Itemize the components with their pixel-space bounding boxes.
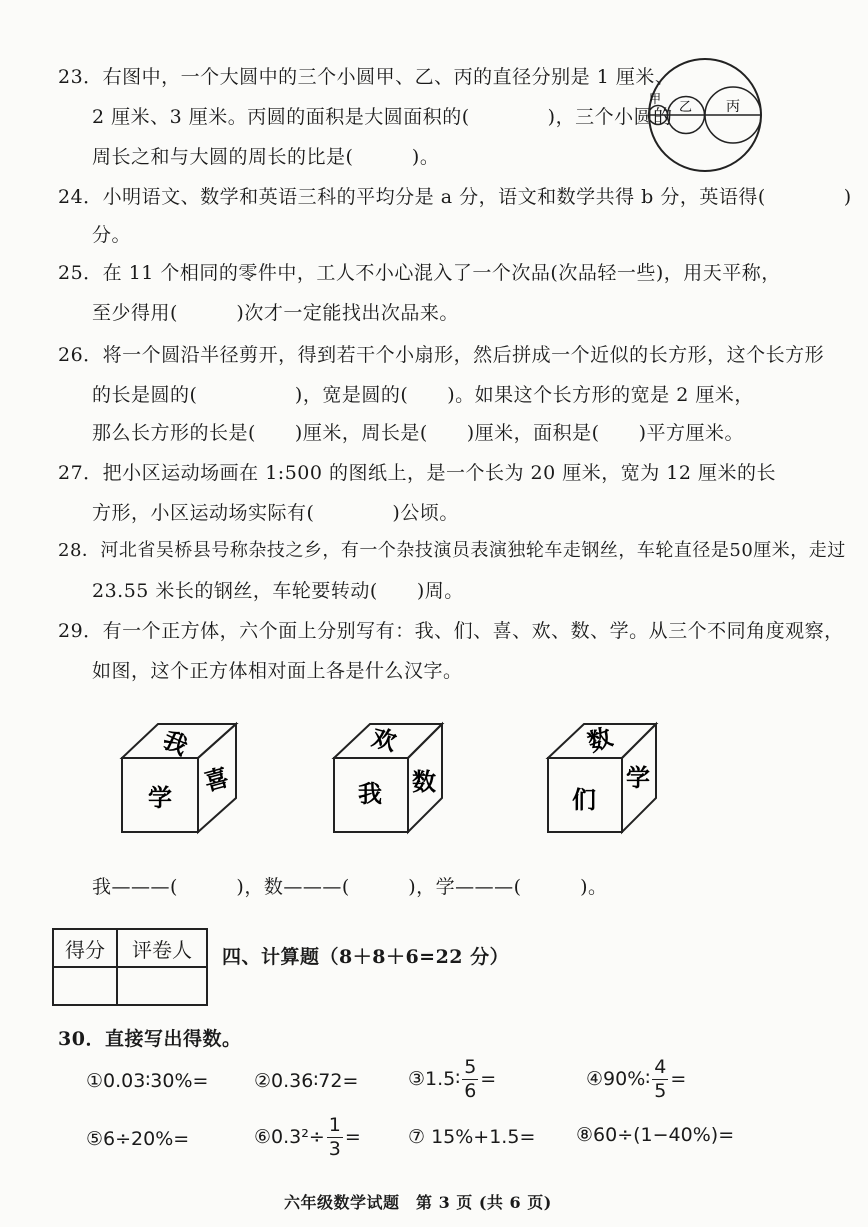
grader-header: 评卷人 [117,929,207,967]
q29-line1: 29．有一个正方体，六个面上分别写有：我、们、喜、欢、数、学。从三个不同角度观察， [58,620,844,642]
q24-line1: 24．小明语文、数学和英语三科的平均分是 a 分，语文和数学共得 b 分，英语得( ) [58,186,852,208]
q28-line2: 23.55 米长的钢丝，车轮要转动( )周。 [92,580,464,602]
score-cell[interactable] [53,967,117,1005]
cube3-front: 们 [572,786,596,814]
cube-3 [544,716,674,836]
circles-figure [640,55,770,175]
cube2-front: 我 [358,780,382,808]
cube-2 [330,716,460,836]
score-header: 得分 [53,929,117,967]
cube2-top: 欢 [368,723,400,757]
calc-item-2: ②0.36∶72= [254,1070,359,1092]
q29-answer-line: 我———( )，数———( )，学———( )。 [92,876,608,898]
q23-line3: 周长之和与大圆的周长的比是( )。 [92,146,440,168]
cube1-top: 我 [158,725,193,761]
calc-item-6: ⑥0.3²÷ $\frac{1}{3}$ = [254,1114,361,1160]
q26-line3: 那么长方形的长是( )厘米，周长是( )厘米，面积是( )平方厘米。 [92,422,744,444]
calc-item-4: ④90%∶ $\frac{4}{5}$ = [586,1056,687,1102]
score-table [52,928,208,1006]
calc-item-1: ①0.03∶30%= [86,1070,209,1092]
q27-line2: 方形，小区运动场实际有( )公顷。 [92,502,459,524]
q24-line2: 分。 [92,224,132,246]
label-yi: 乙 [679,100,693,115]
calc-item-7: ⑦ 15%+1.5= [408,1126,536,1148]
q29-line2: 如图，这个正方体相对面上各是什么汉字。 [92,660,463,682]
label-jia: 甲 [649,92,662,106]
grader-cell[interactable] [117,967,207,1005]
calc-item-8: ⑧60÷(1−40%)= [576,1124,735,1146]
calc-item-5: ⑤6÷20%= [86,1128,190,1150]
cube3-top: 数 [583,722,617,758]
cube1-front: 学 [148,784,172,812]
q30-title: 30．直接写出得数。 [58,1028,242,1050]
cube2-side: 数 [412,768,436,796]
cube3-side: 学 [626,764,650,792]
calc-item-3: ③1.5∶ $\frac{5}{6}$ = [408,1056,497,1102]
q28-line1: 28．河北省吴桥县号称杂技之乡，有一个杂技演员表演独轮车走钢丝，车轮直径是50厘米，走过 [58,540,846,561]
q25-line1: 25．在 11 个相同的零件中，工人不小心混入了一个次品(次品轻一些)，用天平称， [58,262,781,284]
section-4-title: 四、计算题（8＋8＋6=22 分） [222,946,510,968]
label-bing: 丙 [726,99,740,115]
q27-line1: 27．把小区运动场画在 1:500 的图纸上，是一个长为 20 厘米，宽为 12 厘米的长 [58,462,777,484]
cube1-side: 喜 [201,763,232,797]
q26-line1: 26．将一个圆沿半径剪开，得到若干个小扇形，然后拼成一个近似的长方形，这个长方形 [58,344,825,366]
q25-line2: 至少得用( )次才一定能找出次品来。 [92,302,459,324]
page-footer: 六年级数学试题 第 3 页 (共 6 页) [284,1193,552,1212]
cube-1 [118,716,248,836]
q23-line1: 23．右图中，一个大圆中的三个小圆甲、乙、丙的直径分别是 1 厘米、 [58,66,675,88]
q23-line2: 2 厘米、3 厘米。丙圆的面积是大圆面积的( )，三个小圆的 [92,106,673,128]
q26-line2: 的长是圆的( )，宽是圆的( )。如果这个长方形的宽是 2 厘米， [92,384,754,406]
